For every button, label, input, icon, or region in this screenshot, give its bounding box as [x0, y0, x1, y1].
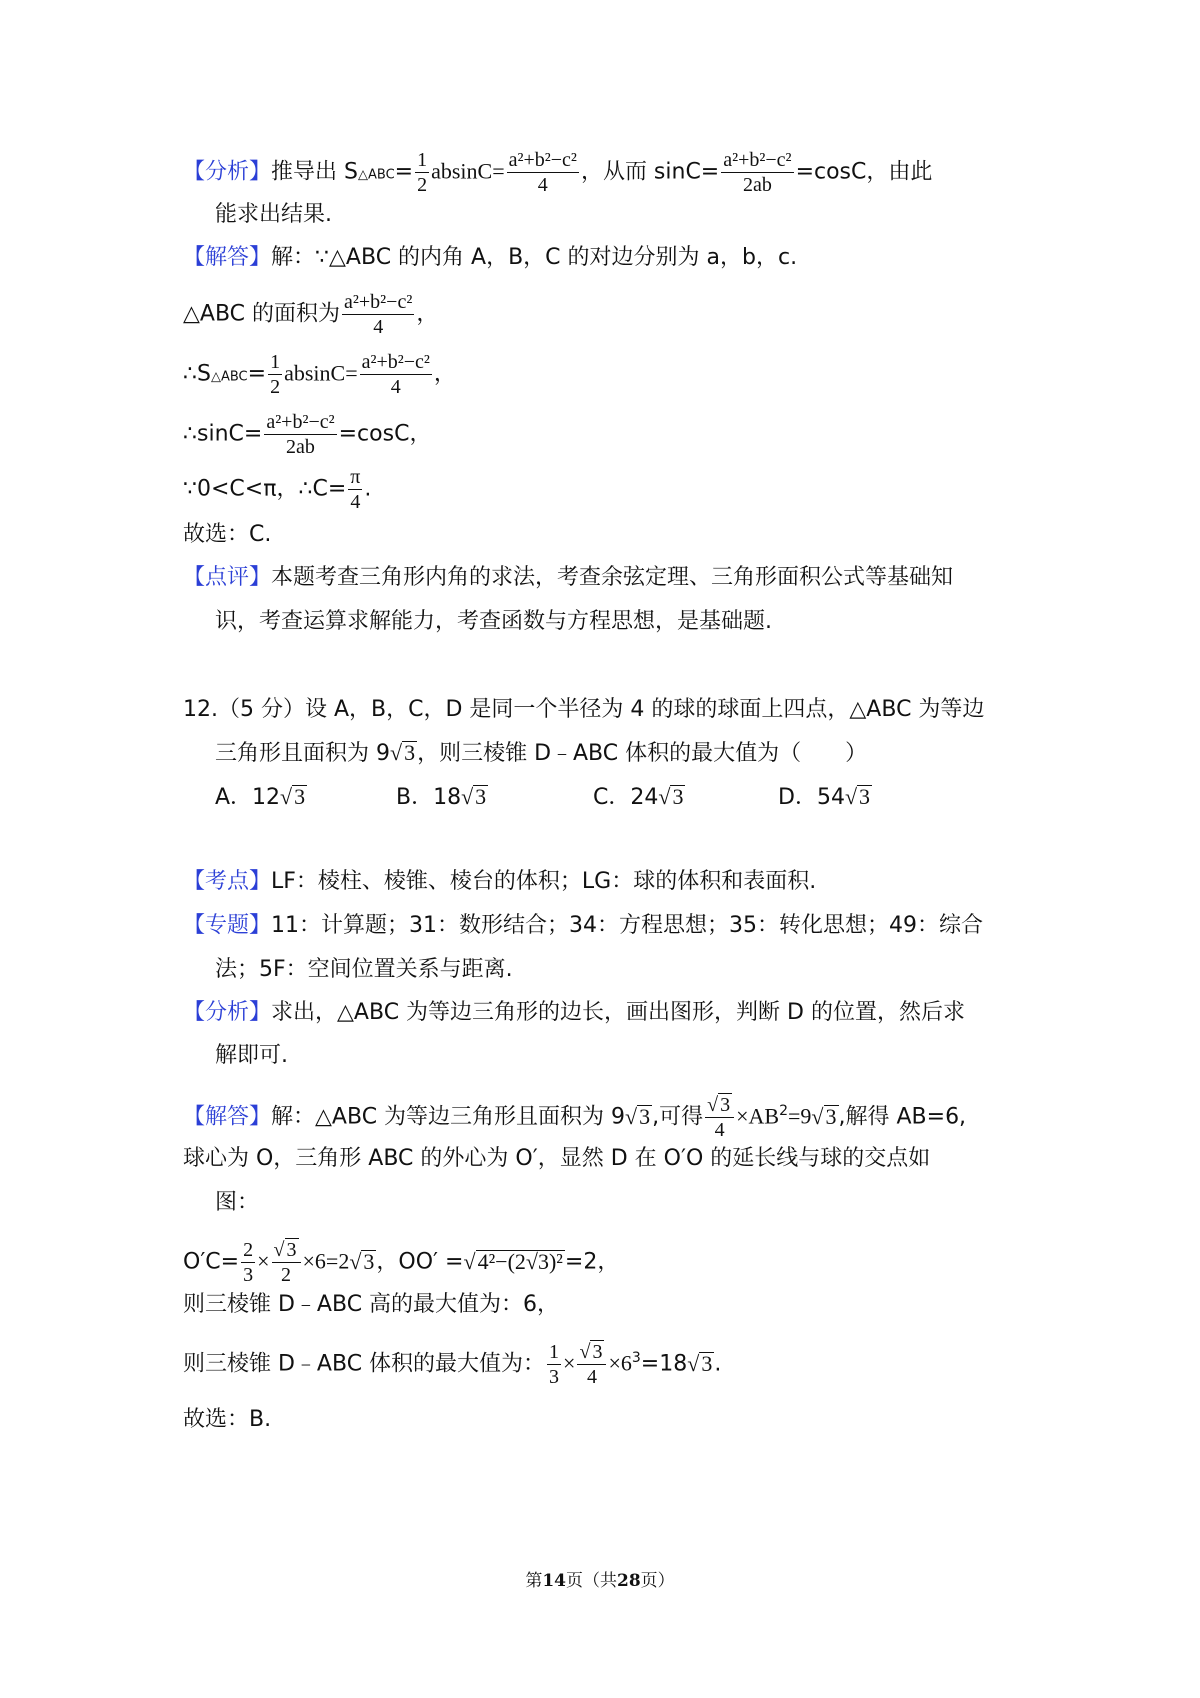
analysis-line-1: 【分析】推导出 S△ABC= $\frac{1}{2}$ absinC= $\frac{\text{a²+b²−c²}}{4}$ ，从而 sinC= $\frac{\text{a²+b²−c²}}{2ab}$ =cosC，由此 — [183, 149, 933, 196]
fenxi-line-2: 解即可. — [215, 1043, 288, 1068]
option-a: A．12√3 — [215, 784, 306, 810]
range-line: ∵0<C<π，∴C= $\frac{\pi}{4}$ . — [183, 466, 372, 513]
fraction-pi: $\frac{\pi}{4}$ — [350, 466, 361, 513]
question-12-line-2: 三角形且面积为 9√3，则三棱锥 D﹣ABC 体积的最大值为（ ） — [215, 740, 868, 766]
area-line: △ABC 的面积为 $\frac{\text{a²+b²−c²}}{4}$ ， — [183, 291, 439, 338]
fenxi-line-1: 【分析】求出，△ABC 为等边三角形的边长，画出图形，判断 D 的位置，然后求 — [183, 1000, 965, 1025]
fraction-cos-2: $\frac{\text{a²+b²−c²}}{2ab}$ — [266, 411, 335, 458]
question-12-line-1: 12.（5 分）设 A，B，C，D 是同一个半径为 4 的球的球面上四点，△ABC 为等边 — [183, 697, 985, 722]
page-footer: 第14页（共28页） — [525, 1571, 675, 1591]
center-line-2: 图： — [215, 1190, 260, 1215]
fraction-half-2: $\frac{1}{2}$ — [270, 351, 281, 398]
fraction-area-2: $\frac{\text{a²+b²−c²}}{4}$ — [344, 291, 413, 338]
page-number: 14 — [542, 1571, 566, 1591]
jieda-line-1: 【解答】解：△ABC 为等边三角形且面积为 9√3,可得 $\frac{√ 3}{4}$ $\times AB^2=9√3$,解得 AB=6, — [183, 1094, 967, 1141]
volume-line: 则三棱锥 D﹣ABC 体积的最大值为： $\frac{1}{3}$ × $\frac{√ 3}{4}$ $\times 6^3=18√3$. — [183, 1341, 722, 1388]
fraction-one-third: $\frac{1}{3}$ — [549, 1341, 560, 1388]
center-line-1: 球心为 O，三角形 ABC 的外心为 O′，显然 D 在 O′O 的延长线与球的交点如 — [183, 1146, 931, 1171]
solution-line-1: 【解答】解：∵△ABC 的内角 A，B，C 的对边分别为 a，b，c. — [183, 245, 798, 270]
fraction-sqrt3-over-4-b: $\frac{√ 3}{4}$ — [577, 1340, 606, 1389]
analysis-line-2: 能求出结果. — [215, 202, 332, 227]
jieda-tag: 【解答】 — [183, 1104, 272, 1130]
fraction-area-3: $\frac{\text{a²+b²−c²}}{4}$ — [361, 351, 430, 398]
fraction-two-thirds: $\frac{2}{3}$ — [243, 1239, 254, 1286]
fraction-cos: $\frac{\text{a²+b²−c²}}{2ab}$ — [723, 149, 792, 196]
fraction-sqrt3-over-2: $\frac{√ 3}{2}$ — [272, 1238, 301, 1287]
zhuanti-tag: 【专题】 — [183, 913, 272, 938]
therefore-s-line: ∴S△ABC= $\frac{1}{2}$ absinC= $\frac{\text{a²+b²−c²}}{4}$ ， — [183, 351, 456, 398]
therefore-sin-line: ∴sinC= $\frac{\text{a²+b²−c²}}{2ab}$ =cosC， — [183, 411, 432, 458]
comment-line-1: 【点评】本题考查三角形内角的求法，考查余弦定理、三角形面积公式等基础知 — [183, 565, 954, 590]
option-c: C．24√3 — [593, 784, 684, 810]
zhuanti-line-2: 法；5F：空间位置关系与距离. — [215, 957, 513, 982]
kaodian-line: 【考点】LF：棱柱、棱锥、棱台的体积；LG：球的体积和表面积. — [183, 869, 817, 894]
oc-line: O′C= $\frac{2}{3}$ × $\frac{√ 3}{2}$ ×6=2√3，OO′ =√4²−(2√3)²=2， — [183, 1239, 620, 1286]
comment-line-2: 识，考查运算求解能力，考查函数与方程思想，是基础题. — [215, 609, 772, 634]
choice-b: 故选：B. — [183, 1407, 272, 1432]
analysis-tag: 【分析】 — [183, 159, 272, 185]
solution-tag: 【解答】 — [183, 245, 272, 270]
height-line: 则三棱锥 D﹣ABC 高的最大值为：6， — [183, 1292, 560, 1317]
kaodian-tag: 【考点】 — [183, 869, 272, 894]
fraction-half: $\frac{1}{2}$ — [417, 149, 428, 196]
comment-tag: 【点评】 — [183, 565, 272, 590]
option-d: D．54√3 — [778, 784, 871, 810]
fenxi-tag: 【分析】 — [183, 1000, 272, 1025]
sqrt-oo: √4²−(2√3)² — [463, 1248, 563, 1274]
choice-c: 故选：C. — [183, 522, 272, 547]
fraction-sqrt3-over-4: $\frac{√ 3}{4}$ — [705, 1093, 734, 1142]
page-total: 28 — [617, 1571, 641, 1591]
option-b: B．18√3 — [396, 784, 487, 810]
sqrt-three: √3 — [390, 740, 416, 765]
zhuanti-line-1: 【专题】11：计算题；31：数形结合；34：方程思想；35：转化思想；49：综合 — [183, 913, 983, 938]
fraction-area: $\frac{\text{a²+b²−c²}}{4}$ — [508, 149, 577, 196]
